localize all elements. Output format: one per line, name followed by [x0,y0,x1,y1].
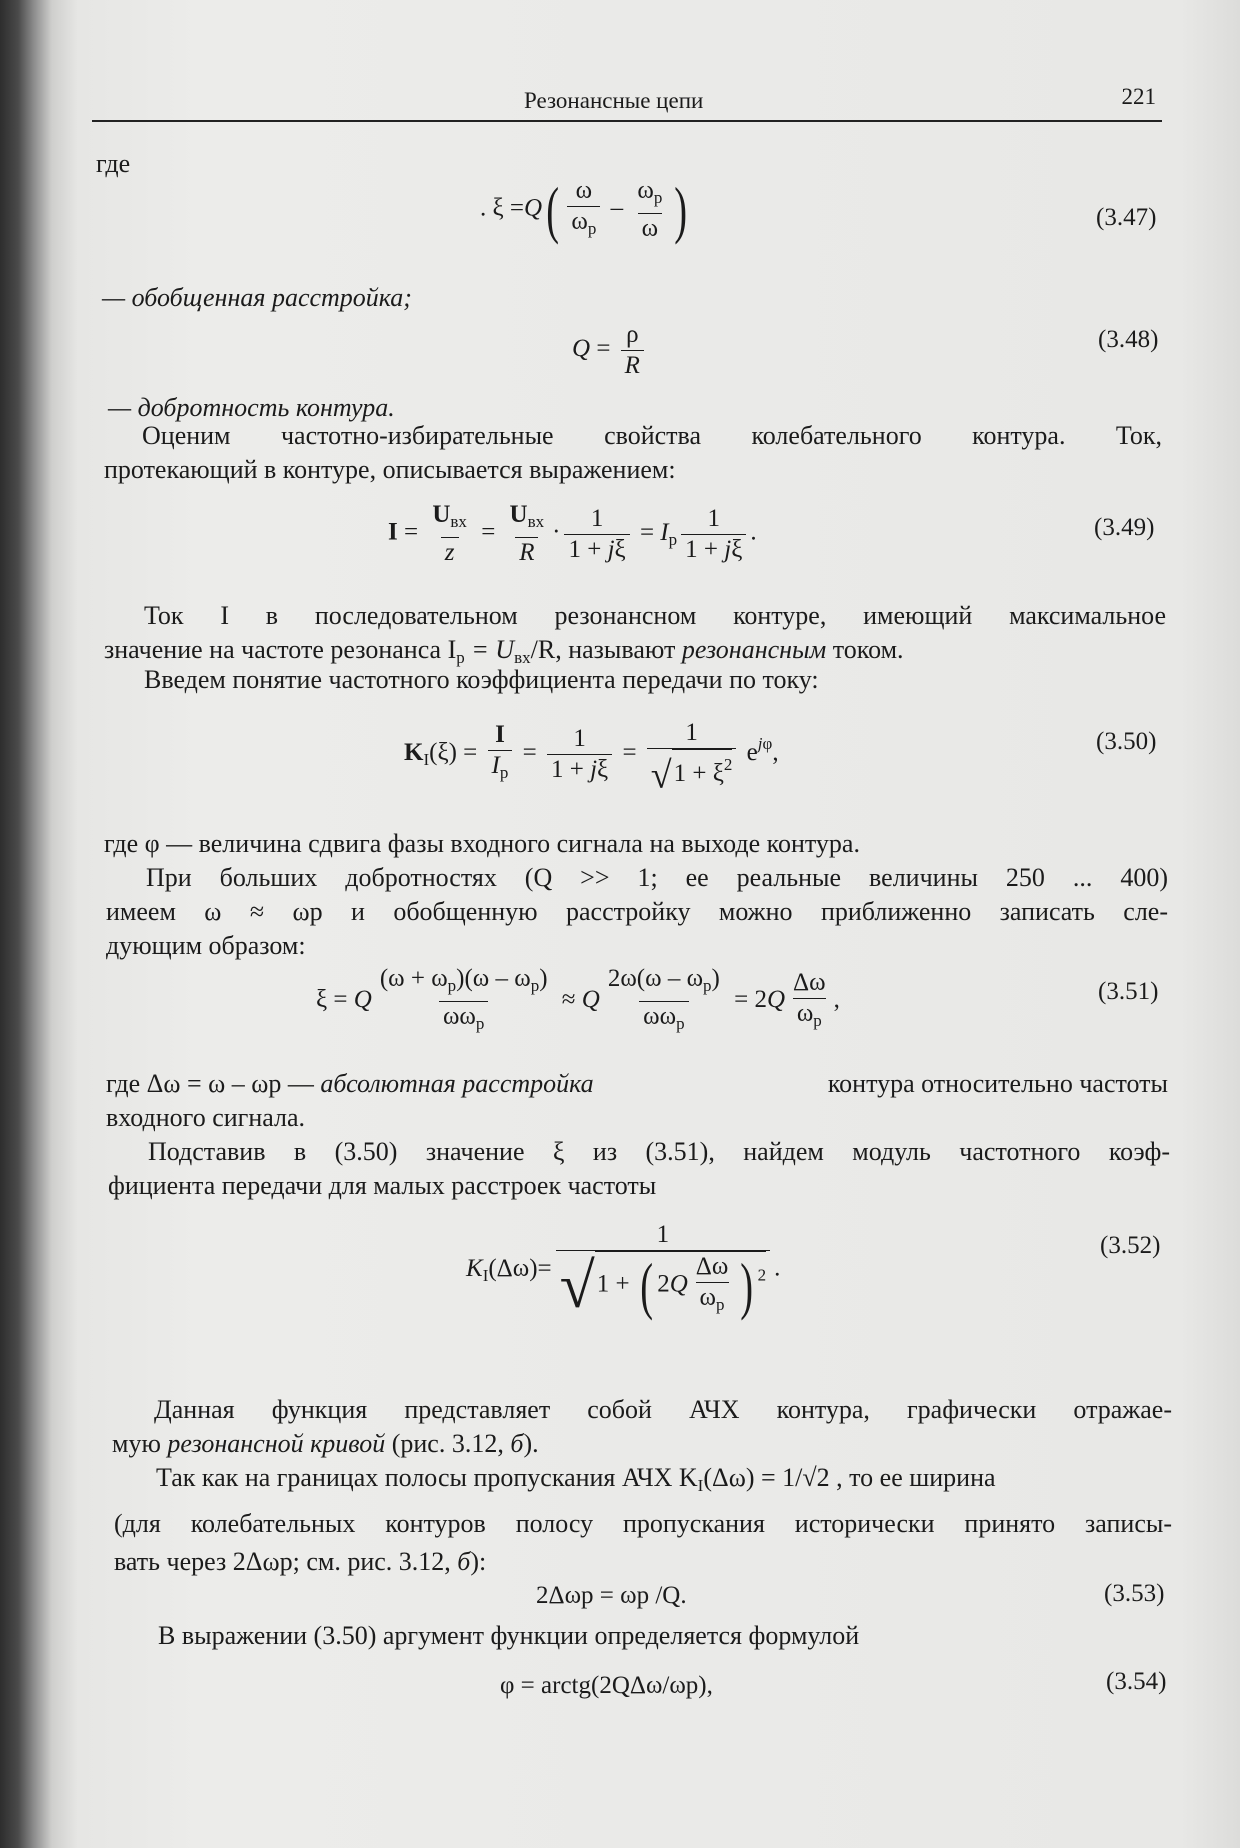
p9-text-d: ): [470,1547,487,1576]
paragraph-3-line-1: Введем понятие частотного коэффициента передачи по току: [144,665,819,694]
paragraph-9-line-3 [114,1546,486,1578]
p8-italic: резонансной кривой [167,1429,386,1458]
p8-italic-b: б [510,1429,524,1458]
text-gde: где [96,149,131,178]
paragraph-9-line-2: (для колебательных контуров полосу пропускания исторически принято записы- [114,1509,1172,1538]
def-xi: — обобщенная расстройка; [102,283,412,312]
paragraph-5-line-1: При больших добротностях (Q >> 1; ее реальные величины 250 ... 400) [146,863,1168,892]
formula-3-53: 2Δωр = ωр /Q. [536,1582,687,1609]
eq-number-3-52: (3.52) [1100,1232,1161,1259]
p8-text-b: (рис. 3.12, [385,1429,511,1458]
paragraph-1-line-1: Оценим частотно-избирательные свойства колебательного контура. Ток, [142,421,1162,450]
p2-text-c: /R, называют [530,635,682,664]
eq-number-3-50: (3.50) [1096,728,1157,755]
paragraph-9-line-1: Так как на границах полосы пропускания АЧХ K $_I$(Δω) = 1/√2 , то ее ширина [156,1462,1172,1502]
p8-text-a: мую [112,1429,168,1458]
eq-number-3-54: (3.54) [1106,1668,1167,1695]
p6-text-a: где Δω = ω – ωр — [106,1069,321,1098]
p6-italic: абсолютная расстройка [320,1069,594,1098]
eq-number-3-51: (3.51) [1098,978,1159,1005]
p8-text-d: ). [523,1429,539,1458]
p9-italic: б [457,1547,471,1576]
p2-text-b: = U [464,635,515,664]
paragraph-2-line-2: значение на частоте резонанса $I_р = U_{вх}/R$, называют резонансным током. [104,635,904,667]
paragraph-8-line-2 [112,1428,539,1460]
paragraph-6-line-1 [106,1068,1168,1100]
running-header [92,84,1162,122]
p9-text-c: вать через 2Δωр; см. рис. 3.12, [114,1547,458,1576]
eq-number-3-47: (3.47) [1096,204,1157,231]
formula-3-48: Q = $\frac{\rho}{R}$ [572,320,648,381]
paragraph-4-line-1: где φ — величина сдвига фазы входного сигнала на выходе контура. [104,829,860,858]
paragraph-1-line-2: протекающий в контуре, описывается выражением: [104,455,676,484]
p9-text-a: Так как на границах полосы пропускания АЧХ K [156,1463,698,1492]
formula-3-50: $K_I(\xi)$ = $\frac{I}{I_р}$ = $\frac{1}{1 + j\xi}$ = $\frac{1}{√1 + \xi^2}$ $e^{j\varphi}$, [404,719,779,797]
paragraph-5-line-2: имеем ω ≈ ωр и обобщенную расстройку можно приближенно записать сле- [106,897,1168,926]
formula-3-49: I = $\frac{U_{вх}}{z}$ = $\frac{U_{вх}}{R}$ · $\frac{1}{1 + j\xi}$ = $I_р$ $\frac{1}{1 + j\xi}$ . [388,501,757,566]
page-number: 221 [1121,84,1156,109]
p6-text-b: контура относительно частоты [827,1069,1168,1098]
paragraph-2-line-1: Ток I в последовательном резонансном контуре, имеющий максимальное [144,601,1166,630]
formula-3-52: $K_I(\Delta\omega)=$ 1 √1 + ( 2Q $\frac{\Delta\omega}{\omega_р}$ ) $^2$ . [466,1221,781,1321]
p2-italic: резонансным [681,635,827,664]
p2-text-a: значение на частоте резонанса I [104,635,457,664]
p2-text-d: током. [826,635,904,664]
eq-number-3-53: (3.53) [1104,1580,1165,1607]
formula-3-54: φ = arctg(2QΔω/ωр), [500,1672,713,1699]
paragraph-7-line-2: фициента передачи для малых расстроек частоты [108,1171,657,1200]
eq-number-3-48: (3.48) [1098,326,1159,353]
paragraph-10-line-1: В выражении (3.50) аргумент функции определяется формулой [158,1621,860,1650]
eq-number-3-49: (3.49) [1094,514,1155,541]
paragraph-8-line-1: Данная функция представляет собой АЧХ контура, графически отражае- [154,1395,1172,1424]
formula-3-47: . ξ =Q( $\frac{\omega}{\omega_р}$ – $\frac{\omega_р}{\omega}$ ) [480,174,688,245]
p9-text-b: (Δω) = 1/√2 , то ее ширина [703,1463,996,1492]
paragraph-7-line-1: Подставив в (3.50) значение ξ из (3.51), найдем модуль частотного коэф- [148,1137,1170,1166]
paragraph-5-line-3: дующим образом: [106,931,306,960]
def-q: — добротность контура. [108,393,395,422]
header-title: Резонансные цепи [524,88,704,113]
formula-3-51: ξ = Q $\frac{(\omega + \omega_р)(\omega - \omega_р)}{\omega\omega_р}$ ≈ Q $\frac{2\omega(\omega - \omega_р)}{\omega\omega_р}$ = 2Q $\frac{\Delta\omega}{\omega_р}$ , [316,964,840,1039]
paragraph-6-line-2: входного сигнала. [106,1103,306,1132]
